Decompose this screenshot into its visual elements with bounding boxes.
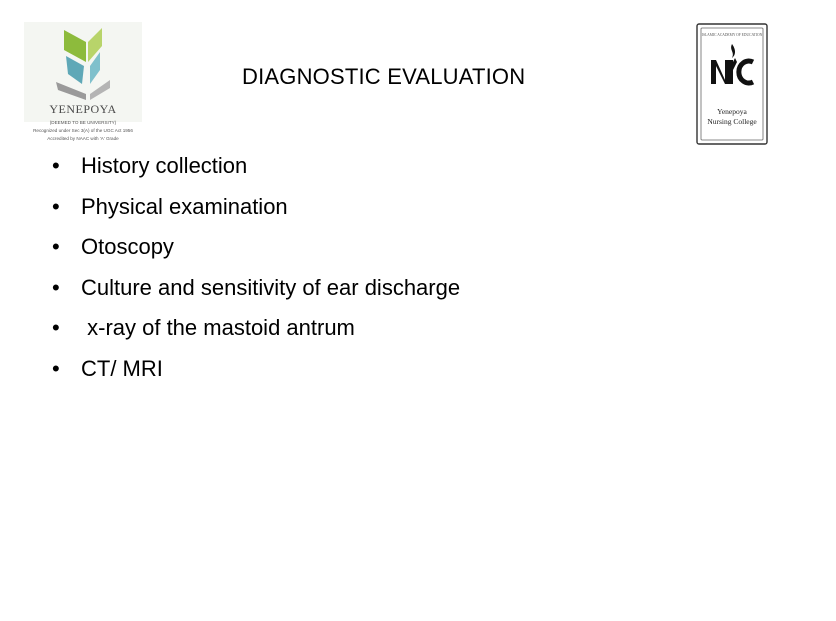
yenepoya-university-logo <box>24 22 142 146</box>
bullet-icon: • <box>52 193 60 219</box>
nursing-college-logo <box>695 22 769 146</box>
nursing-college-crest-icon <box>695 22 769 146</box>
crest-top-text: ISLAMIC ACADEMY OF EDUCATION <box>701 33 763 37</box>
bullet-icon: • <box>52 274 60 300</box>
slide-title: DIAGNOSTIC EVALUATION <box>242 64 526 89</box>
logo-brand-name: YENEPOYA <box>49 102 117 116</box>
bullet-icon: • <box>52 315 60 340</box>
crest-name-line2: Nursing College <box>707 117 757 126</box>
bullet-icon: • <box>52 153 60 178</box>
list-item-text: History collection <box>81 153 248 178</box>
list-item-text: CT/ MRI <box>81 355 163 381</box>
list-item-text: Culture and sensitivity of ear discharge <box>81 274 461 300</box>
logo-subtitle: (DEEMED TO BE UNIVERSITY) <box>49 120 117 125</box>
bullet-icon: • <box>52 234 60 259</box>
list-item-text: x-ray of the mastoid antrum <box>81 315 355 340</box>
list-item-text: Otoscopy <box>81 234 174 259</box>
logo-recognition: Recognized under Sec 3(A) of the UGC Act 1956 <box>33 128 133 133</box>
crest-name-line1: Yenepoya <box>717 107 747 116</box>
bullet-icon: • <box>52 355 60 381</box>
list-item-text: Physical examination <box>81 193 288 219</box>
logo-accreditation: Accredited by NAAC with 'A' Grade <box>47 136 119 141</box>
